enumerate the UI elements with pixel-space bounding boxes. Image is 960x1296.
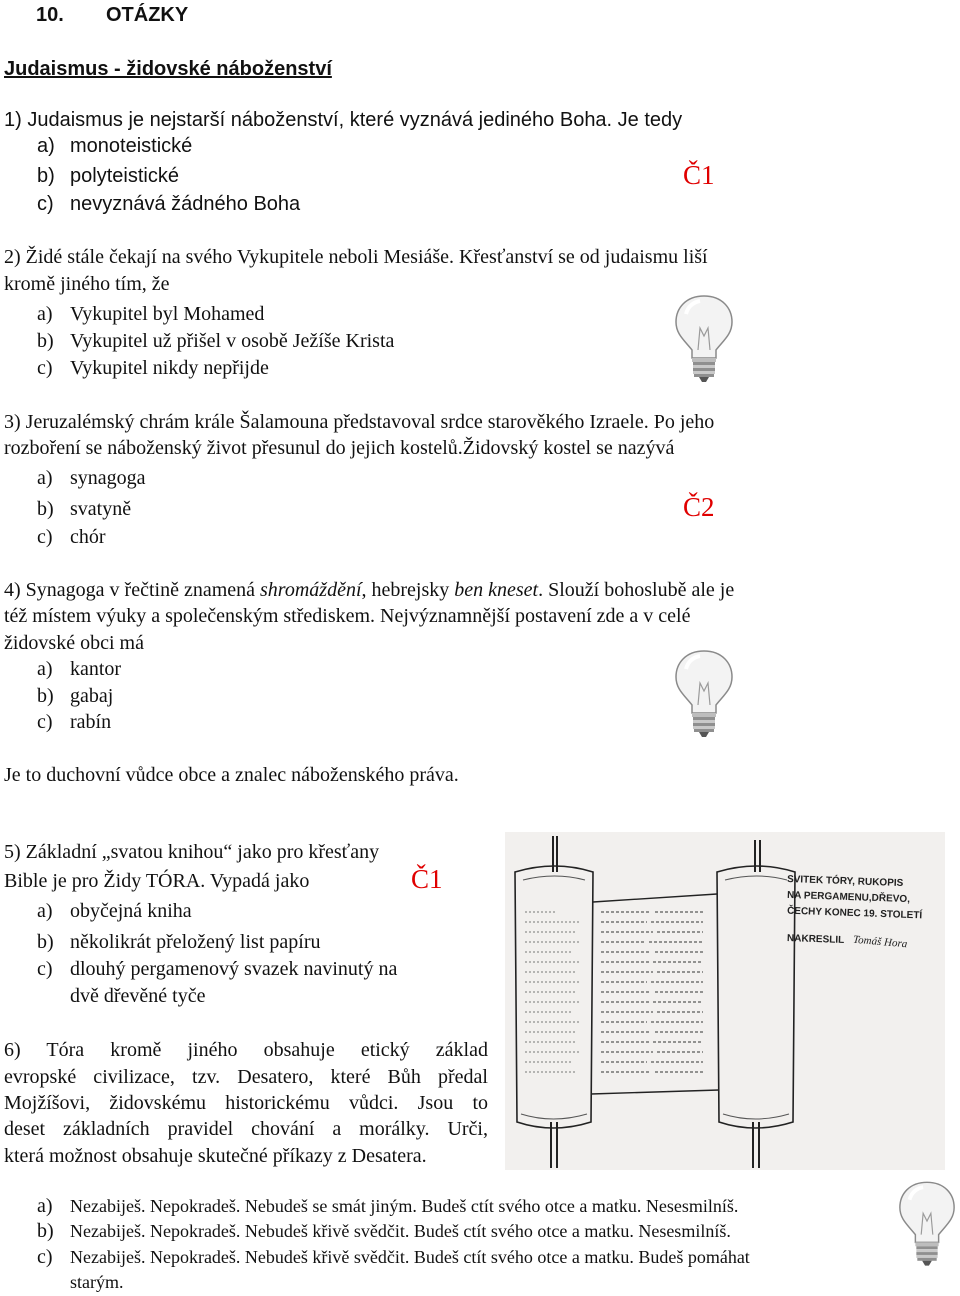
section-title: OTÁZKY: [106, 4, 189, 26]
q5-option-b: b) několikrát přeložený list papíru: [37, 931, 321, 953]
q6-option-c: c) Nezabiješ. Nepokradeš. Nebudeš křivě svědčit. Budeš ctít svého otce a matku. Budeš pomáhat: [37, 1246, 750, 1268]
q2-option-c: c) Vykupitel nikdy nepřijde: [37, 357, 269, 379]
scroll-text-scribbles: [525, 912, 703, 1072]
section-number: 10.: [36, 4, 64, 26]
question-6-line-2: evropské civilizace, tzv. Desatero, které Bůh předal: [4, 1066, 488, 1088]
q2-option-a: a) Vykupitel byl Mohamed: [37, 303, 265, 325]
drawing-caption-line-1: SVITEK TÓRY, RUKOPIS: [786, 873, 904, 890]
question-4-line-3: židovské obci má: [4, 632, 144, 654]
q5-option-c: c) dlouhý pergamenový svazek navinutý na: [37, 958, 398, 980]
q6-option-c-continued: starým.: [70, 1272, 124, 1292]
code-badge-c2: Č2: [683, 492, 715, 522]
drawing-caption-line-3: ČECHY KONEC 19. STOLETÍ: [786, 905, 923, 922]
question-6-line-3: Mojžíšovi, židovskému historickému vůdci. Jsou to: [4, 1092, 488, 1114]
q6-option-a: a) Nezabiješ. Nepokradeš. Nebudeš se smát jiným. Budeš ctít svého otce a matku. Nesesmilníš.: [37, 1195, 739, 1217]
question-6-line-5: která možnost obsahuje skutečné příkazy z Desatera.: [4, 1145, 427, 1167]
code-badge-c1: Č1: [683, 160, 715, 190]
question-2-line-1: 2) Židé stále čekají na svého Vykupitele neboli Mesiáše. Křesťanství se od judaismu liší: [4, 246, 708, 268]
torah-scroll-drawing: [505, 832, 945, 1170]
q3-option-b: b) svatyně: [37, 498, 132, 520]
q1-option-c: c) nevyznává žádného Boha: [37, 193, 301, 215]
q5-option-a: a) obyčejná kniha: [37, 900, 192, 922]
q4-option-c: c) rabín: [37, 711, 112, 733]
q1-option-b: b) polyteistické: [37, 165, 179, 187]
question-4-line-2: též místem výuky a společenským střediskem. Nejvýznamnější postavení zde a v celé: [4, 605, 691, 627]
question-6-line-1: 6) Tóra kromě jiného obsahuje etický základ: [4, 1039, 488, 1061]
question-3-line-1: 3) Jeruzalémský chrám krále Šalamouna představoval srdce starověkého Izraele. Po jeho: [4, 411, 715, 433]
q3-option-c: c) chór: [37, 526, 106, 548]
question-4-line-1: 4) Synagoga v řečtině znamená shromáždění, hebrejsky ben kneset. Slouží bohoslubě ale je: [4, 579, 735, 601]
page-subtitle: Judaismus - židovské náboženství: [4, 58, 332, 80]
drawing-caption-line-4: NAKRESLIL: [786, 933, 845, 946]
q6-option-b: b) Nezabiješ. Nepokradeš. Nebudeš křivě svědčit. Budeš ctít svého otce a matku. Nesesmilníš.: [37, 1220, 731, 1242]
lightbulb-icon: [896, 1178, 958, 1268]
question-3-line-2: rozboření se náboženský život přesunul do jejich kostelů.Židovský kostel se nazývá: [4, 437, 675, 459]
lightbulb-icon: [672, 647, 736, 739]
question-2-line-2: kromě jiného tím, že: [4, 273, 170, 295]
question-5-line-2: Bible je pro Židy TÓRA. Vypadá jako: [4, 870, 310, 892]
q2-option-b: b) Vykupitel už přišel v osobě Ježíše Krista: [37, 330, 395, 352]
lightbulb-icon: [672, 292, 736, 384]
q5-option-c-continued: dvě dřevěné tyče: [70, 985, 206, 1007]
question-1-text: 1) Judaismus je nejstarší náboženství, které vyznává jediného Boha. Je tedy: [4, 109, 683, 131]
question-5-line-1: 5) Základní „svatou knihou“ jako pro křesťany: [4, 841, 380, 863]
q1-option-a: a) monoteistické: [37, 135, 193, 157]
code-badge-c1-q5: Č1: [411, 864, 443, 894]
question-4-note: Je to duchovní vůdce obce a znalec náboženského práva.: [4, 764, 459, 786]
drawing-caption-line-2: NA PERGAMENU,DŘEVO,: [786, 889, 911, 906]
drawing-signature: Tomáš Hora: [852, 933, 908, 951]
q3-option-a: a) synagoga: [37, 467, 146, 489]
question-6-line-4: deset základních pravidel chování a morálky. Urči,: [4, 1118, 488, 1140]
q4-option-a: a) kantor: [37, 658, 122, 680]
q4-option-b: b) gabaj: [37, 685, 114, 707]
